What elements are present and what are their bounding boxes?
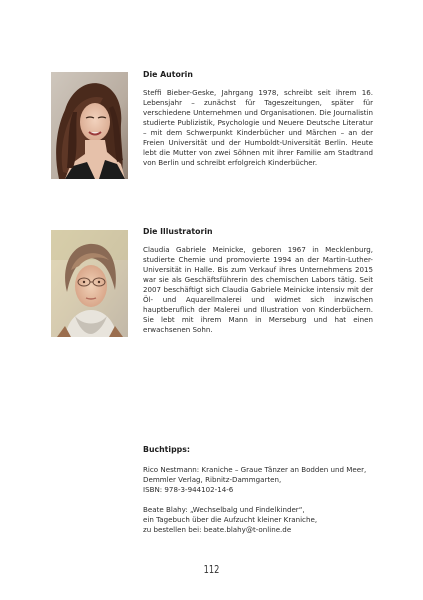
page-number: 112 — [203, 563, 220, 576]
author-section — [143, 70, 373, 168]
book-tip-1-line-1: Rico Nestmann: Kraniche – Graue Tänzer an Bodden und Meer, — [143, 465, 367, 474]
book-tip-2-line-2: ein Tagebuch über die Aufzucht kleiner Kraniche, — [143, 515, 318, 524]
book-tips-section — [143, 445, 393, 545]
illustrator-heading: Die Illustratorin — [143, 227, 213, 236]
illustrator-bio: Claudia Gabriele Meinicke, geboren 1967 in Mecklenburg, studierte Chemie und promovierte 1994 an der Martin-Luther-Universität in Halle. Bis zum Verkauf ihres Unternehmens 2015 war sie als Geschäftsführerin des chemischen Labors tätig. Seit 2007 beschäftigt sich Claudia Gabriele Meinicke intensiv mit der Öl- und Aquarellmalerei und widmet sich inzwischen hauptberuflich der Malerei und Illustration von Kinderbüchern. Sie lebt mit ihrem Mann in Merseburg und hat einen erwachsenen Sohn. — [143, 245, 373, 334]
book-tip-1 — [143, 465, 393, 495]
illustrator-section — [143, 227, 373, 335]
book-tip-2-contact: zu bestellen bei: beate.blahy@t-online.de — [143, 525, 292, 534]
book-tips-heading: Buchtipps: — [143, 445, 190, 454]
book-tip-2-line-1: Beate Blahy: „Wechselbalg und Findelkinder“, — [143, 505, 305, 514]
author-bio: Steffi Bieber-Geske, Jahrgang 1978, schreibt seit ihrem 16. Lebensjahr – zunächst für Tageszeitungen, später für verschiedene Unternehmen und Organisationen. Die Journalistin studierte Publizistik, Psychologie und Neuere Deutsche Literatur – mit dem Schwerpunkt Kinderbücher und Märchen – an der Freien Universität und der Humboldt-Universität Berlin. Heute lebt die Mutter von zwei Söhnen mit ihrer Familie am Stadtrand von Berlin und schreibt erfolgreich Kinderbücher. — [143, 88, 373, 167]
author-photo — [51, 72, 128, 179]
book-tip-1-line-2: Demmler Verlag, Ribnitz-Dammgarten, — [143, 475, 282, 484]
illustrator-portrait — [51, 230, 128, 337]
author-heading: Die Autorin — [143, 70, 193, 79]
book-tip-2 — [143, 505, 393, 535]
book-tip-1-isbn: ISBN: 978-3-944102-14-6 — [143, 485, 234, 494]
